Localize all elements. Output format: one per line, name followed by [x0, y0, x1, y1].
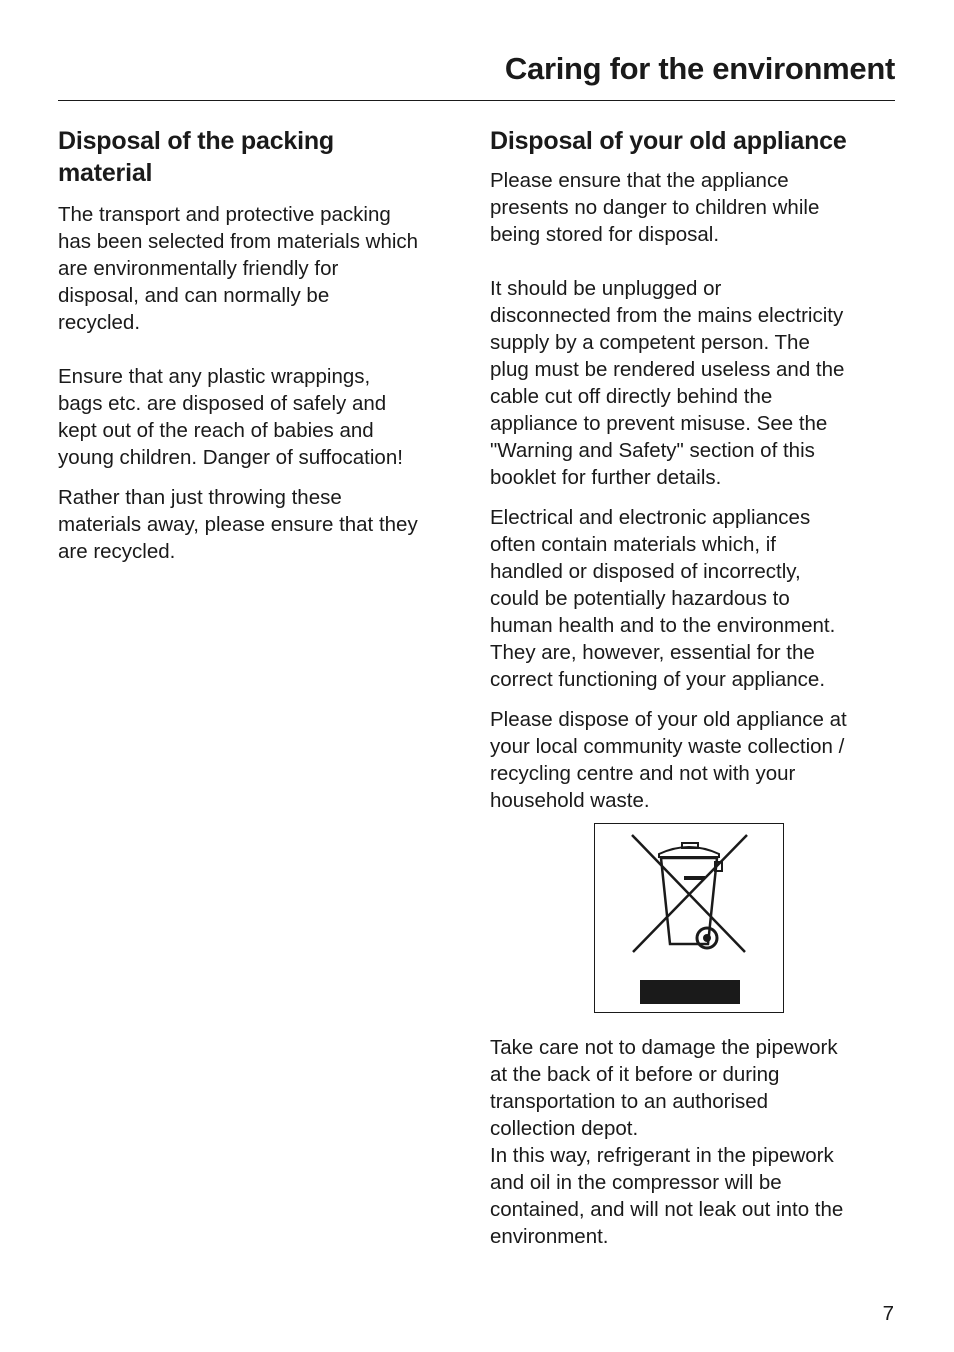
appliance-paragraph-2: It should be unplugged or disconnected from the mains electricity supply by a competent person. The plug must be rendered useless and the cable cut off directly behind the appliance to prevent misuse. See the "Warning and Safety" section of this booklet for further details. [490, 277, 845, 489]
appliance-paragraph-4: Please dispose of your old appliance at your local community waste collection / recycling centre and not with your household waste. [490, 708, 847, 812]
packing-disposal-heading: Disposal of the packing material [58, 127, 335, 187]
packing-disposal-section [58, 125, 468, 565]
packing-paragraph-3: Rather than just throwing these materials away, please ensure that they are recycled. [58, 486, 418, 563]
crossed-out-wheelie-bin-icon [594, 823, 784, 1013]
appliance-disposal-section [490, 125, 900, 1250]
packing-paragraph-2: Ensure that any plastic wrappings, bags etc. are disposed of safely and kept out of the reach of babies and young children. Danger of suffocation! [58, 365, 403, 469]
appliance-paragraph-3: Electrical and electronic appliances often contain materials which, if handled or disposed of incorrectly, could be potentially hazardous to human health and to the environment. They are, however, essential for the correct functioning of your appliance. [490, 506, 836, 691]
page-number: 7 [882, 1302, 894, 1325]
appliance-paragraph-1: Please ensure that the appliance presents no danger to children while being stored for disposal. [490, 169, 820, 246]
appliance-disposal-heading: Disposal of your old appliance [490, 127, 847, 155]
appliance-paragraph-5: Take care not to damage the pipework at the back of it before or during transportation to an authorised collection depot. In this way, refrigerant in the pipework and oil in the compressor will be contained, and will not leak out into the environment. [490, 1036, 844, 1248]
title-divider [58, 100, 895, 101]
packing-paragraph-1: The transport and protective packing has been selected from materials which are environmentally friendly for disposal, and can normally be recycled. [58, 203, 419, 334]
page-title: Caring for the environment [504, 51, 895, 86]
